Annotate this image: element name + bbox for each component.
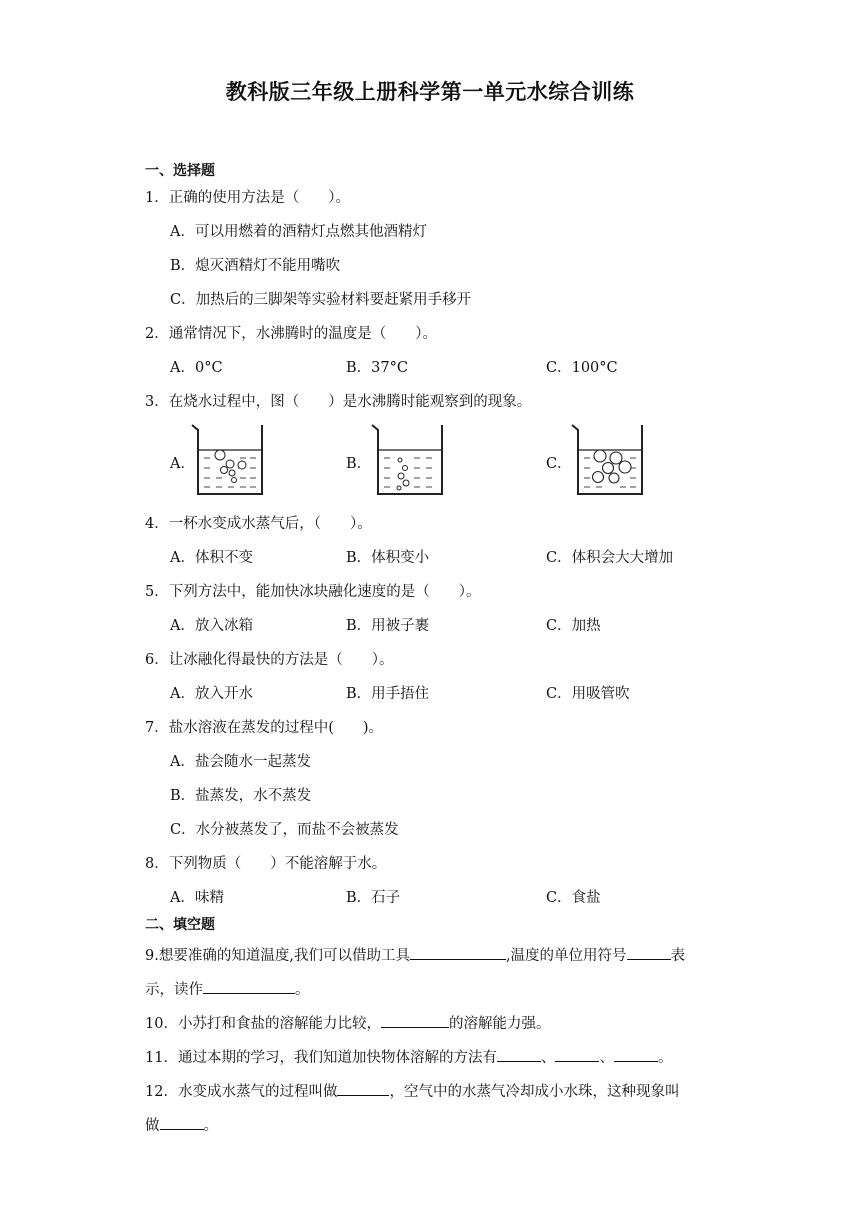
- question-12-blank-1[interactable]: [337, 1081, 389, 1096]
- question-8-option-b[interactable]: B．石子: [346, 890, 401, 906]
- question-11: [145, 1046, 672, 1067]
- question-5-stem: 5．下列方法中，能加快冰块融化速度的是（ ）。: [145, 584, 481, 600]
- question-9-blank-symbol[interactable]: [627, 945, 671, 960]
- question-12-text-d: 。: [203, 1118, 218, 1134]
- question-2-option-b[interactable]: B．37°C: [346, 360, 408, 376]
- question-12-text-b: ，空气中的水蒸气冷却成小水珠，这种现象叫: [389, 1084, 680, 1100]
- beaker-image-b[interactable]: [370, 422, 446, 496]
- question-4-option-a[interactable]: A．体积不变: [170, 550, 253, 566]
- question-3-option-a[interactable]: A．: [170, 456, 195, 472]
- question-12-line-1: [145, 1080, 679, 1101]
- question-5-option-b[interactable]: B．用被子裹: [346, 618, 430, 634]
- question-9-blank-tool[interactable]: [410, 945, 506, 960]
- question-7-option-b[interactable]: B．盐蒸发，水不蒸发: [170, 788, 312, 804]
- question-1-option-a[interactable]: A．可以用燃着的酒精灯点燃其他酒精灯: [170, 224, 427, 240]
- question-10: [145, 1012, 550, 1033]
- question-8-stem: 8．下列物质（ ）不能溶解于水。: [145, 856, 387, 872]
- question-2-option-a[interactable]: A．0°C: [170, 360, 223, 376]
- question-9-text-c: 表: [670, 948, 686, 964]
- question-2-option-c[interactable]: C．100°C: [546, 360, 618, 376]
- question-4-option-c[interactable]: C．体积会大大增加: [546, 550, 674, 566]
- question-11-blank-2[interactable]: [555, 1047, 599, 1062]
- question-2-stem: 2．通常情况下，水沸腾时的温度是（ ）。: [145, 326, 437, 342]
- question-9-line-2: [145, 978, 310, 999]
- question-11-text-b: 、: [540, 1050, 556, 1066]
- question-1-stem: 1．正确的使用方法是（ ）。: [145, 190, 350, 206]
- question-6-option-b[interactable]: B．用手捂住: [346, 686, 430, 702]
- question-7-stem: 7．盐水溶液在蒸发的过程中( )。: [145, 720, 384, 736]
- question-10-text-b: 的溶解能力强。: [448, 1016, 551, 1032]
- question-9-text-e: 。: [295, 982, 310, 998]
- question-3-option-b[interactable]: B．: [346, 456, 372, 472]
- question-3-option-c[interactable]: C．: [546, 456, 572, 472]
- beaker-image-a[interactable]: [190, 422, 266, 496]
- question-6-option-c[interactable]: C．用吸管吹: [546, 686, 630, 702]
- question-8-option-a[interactable]: A．味精: [170, 890, 224, 906]
- question-6-stem: 6．让冰融化得最快的方法是（ ）。: [145, 652, 394, 668]
- question-9-text-a: 9.想要准确的知道温度,我们可以借助工具: [145, 948, 410, 964]
- question-6-option-a[interactable]: A．放入开水: [170, 686, 253, 702]
- question-3-stem: 3．在烧水过程中，图（ ）是水沸腾时能观察到的现象。: [145, 394, 532, 410]
- question-9-blank-reading[interactable]: [203, 979, 295, 994]
- question-10-text-a: 10．小苏打和食盐的溶解能力比较，: [145, 1016, 381, 1032]
- question-9-text-b: ,温度的单位用符号: [505, 948, 627, 964]
- question-7-option-a[interactable]: A．盐会随水一起蒸发: [170, 754, 311, 770]
- question-12-line-2: [145, 1114, 218, 1135]
- section-heading-fill: 二、填空题: [145, 917, 215, 933]
- page-title: 教科版三年级上册科学第一单元水综合训练: [225, 80, 635, 104]
- question-1-option-b[interactable]: B．熄灭酒精灯不能用嘴吹: [170, 258, 341, 274]
- question-4-stem: 4．一杯水变成水蒸气后，（ ）。: [145, 516, 372, 532]
- question-11-text-a: 11．通过本期的学习，我们知道加快物体溶解的方法有: [145, 1050, 497, 1066]
- question-11-blank-1[interactable]: [497, 1047, 541, 1062]
- question-12-text-a: 12．水变成水蒸气的过程叫做: [145, 1084, 338, 1100]
- question-10-blank[interactable]: [381, 1013, 449, 1028]
- question-12-text-c: 做: [145, 1118, 160, 1134]
- question-4-option-b[interactable]: B．体积变小: [346, 550, 430, 566]
- question-9-text-d: 示，读作: [145, 982, 203, 998]
- beaker-image-c[interactable]: [570, 422, 646, 496]
- question-11-text-c: 、: [599, 1050, 614, 1066]
- question-9-line-1: [145, 944, 685, 965]
- section-heading-choice: 一、选择题: [145, 163, 215, 179]
- question-12-blank-2[interactable]: [160, 1115, 204, 1130]
- question-5-option-c[interactable]: C．加热: [546, 618, 601, 634]
- question-5-option-a[interactable]: A．放入冰箱: [170, 618, 253, 634]
- question-11-text-d: 。: [657, 1050, 673, 1066]
- question-8-option-c[interactable]: C．食盐: [546, 890, 601, 906]
- question-1-option-c[interactable]: C．加热后的三脚架等实验材料要赶紧用手移开: [170, 292, 472, 308]
- question-11-blank-3[interactable]: [614, 1047, 658, 1062]
- question-7-option-c[interactable]: C．水分被蒸发了，而盐不会被蒸发: [170, 822, 399, 838]
